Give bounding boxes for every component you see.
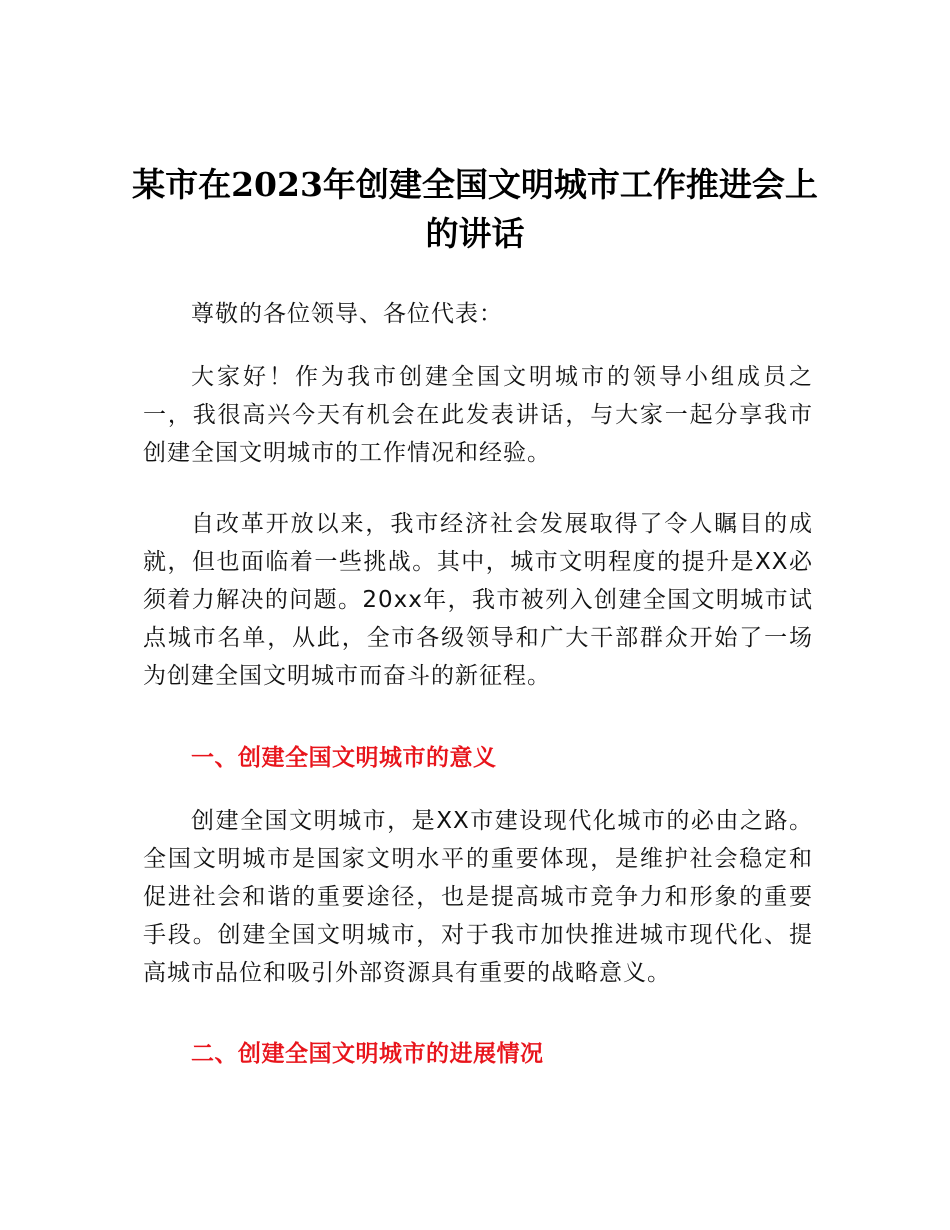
background-paragraph: 自改革开放以来，我市经济社会发展取得了令人瞩目的成就，但也面临着一些挑战。其中，城市文明程度的提升是XX必须着力解决的问题。20xx年，我市被列入创建全国文明城市试点城市名单，从此，全市各级领导和广大干部群众开始了一场为创建全国文明城市而奋斗的新征程。 (143, 511, 813, 689)
significance-paragraph: 创建全国文明城市，是XX市建设现代化城市的必由之路。全国文明城市是国家文明水平的重要体现，是维护社会稳定和促进社会和谐的重要途径，也是提高城市竞争力和形象的重要手段。创建全国文明城市，对于我市加快推进城市现代化、提高城市品位和吸引外部资源具有重要的战略意义。 (143, 808, 813, 986)
section-heading-progress: 二、创建全国文明城市的进展情况 (191, 1041, 544, 1067)
greeting-paragraph: 大家好！作为我市创建全国文明城市的领导小组成员之一，我很高兴今天有机会在此发表讲话，与大家一起分享我市创建全国文明城市的工作情况和经验。 (143, 364, 813, 466)
section-heading-significance: 一、创建全国文明城市的意义 (191, 745, 497, 771)
document-title: 某市在2023年创建全国文明城市工作推进会上的讲话 (132, 165, 818, 253)
salutation-paragraph: 尊敬的各位领导、各位代表： (191, 301, 503, 327)
